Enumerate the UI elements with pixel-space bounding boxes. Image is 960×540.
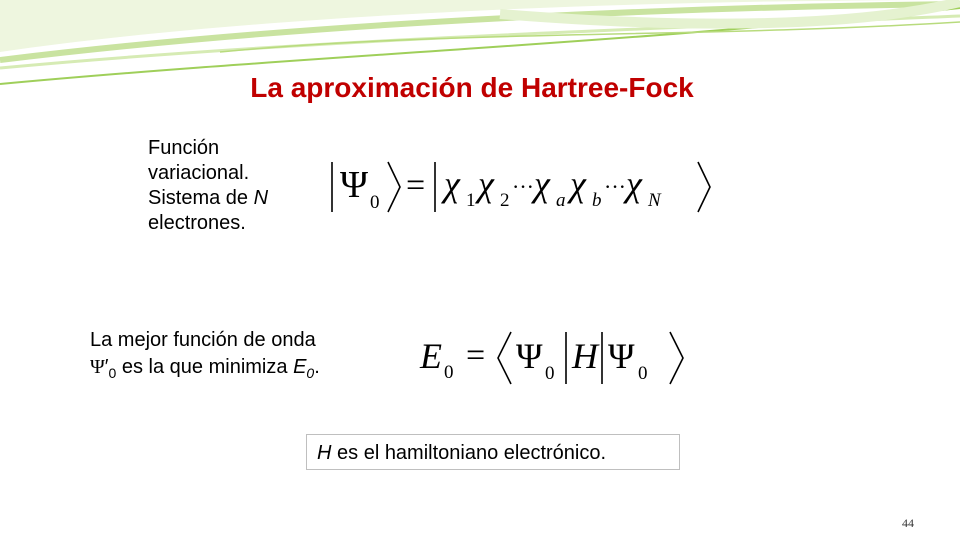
svg-text:χ: χ: [534, 164, 550, 204]
svg-text:0: 0: [638, 363, 648, 384]
svg-text:b: b: [592, 190, 602, 211]
svg-text:2: 2: [500, 190, 510, 211]
svg-text:=: =: [406, 167, 426, 204]
svg-text:χ: χ: [444, 164, 460, 204]
svg-text:Ψ: Ψ: [340, 164, 369, 206]
slater-determinant-equation: [320, 150, 730, 230]
hamiltonian-note-box: H es el hamiltoniano electrónico.: [306, 434, 680, 470]
svg-text:0: 0: [545, 363, 555, 384]
var-N: N: [253, 187, 269, 209]
var-H: H: [317, 442, 332, 464]
svg-text:0: 0: [370, 192, 380, 213]
svg-text:···: ···: [604, 174, 626, 199]
svg-text:1: 1: [466, 190, 476, 211]
text-line: La mejor función de onda: [90, 329, 316, 351]
text-line: Sistema de N: [148, 187, 269, 209]
svg-text:χ: χ: [570, 164, 586, 204]
svg-text:χ: χ: [626, 164, 642, 204]
svg-text:···: ···: [512, 174, 534, 199]
slide-title: La aproximación de Hartree-Fock: [250, 72, 694, 103]
svg-text:a: a: [556, 190, 566, 211]
svg-text:0: 0: [444, 362, 454, 383]
svg-text:=: =: [466, 337, 486, 374]
energy-expectation-equation: [416, 324, 696, 394]
page-number: 44: [902, 516, 914, 530]
variational-function-text: [148, 136, 268, 236]
text-line: variacional.: [148, 162, 250, 184]
svg-text:E: E: [420, 336, 442, 376]
svg-text:χ: χ: [478, 164, 494, 204]
text-line: electrones.: [148, 212, 246, 234]
best-wavefunction-text: [90, 327, 320, 387]
text-line: Función: [148, 137, 220, 159]
text-line: $\Psi'_0$ es la que minimiza $E_0$.: [90, 356, 320, 381]
svg-text:Ψ: Ψ: [608, 336, 635, 376]
svg-text:Ψ: Ψ: [516, 336, 543, 376]
svg-text:N: N: [648, 190, 661, 211]
svg-text:H: H: [572, 336, 598, 376]
